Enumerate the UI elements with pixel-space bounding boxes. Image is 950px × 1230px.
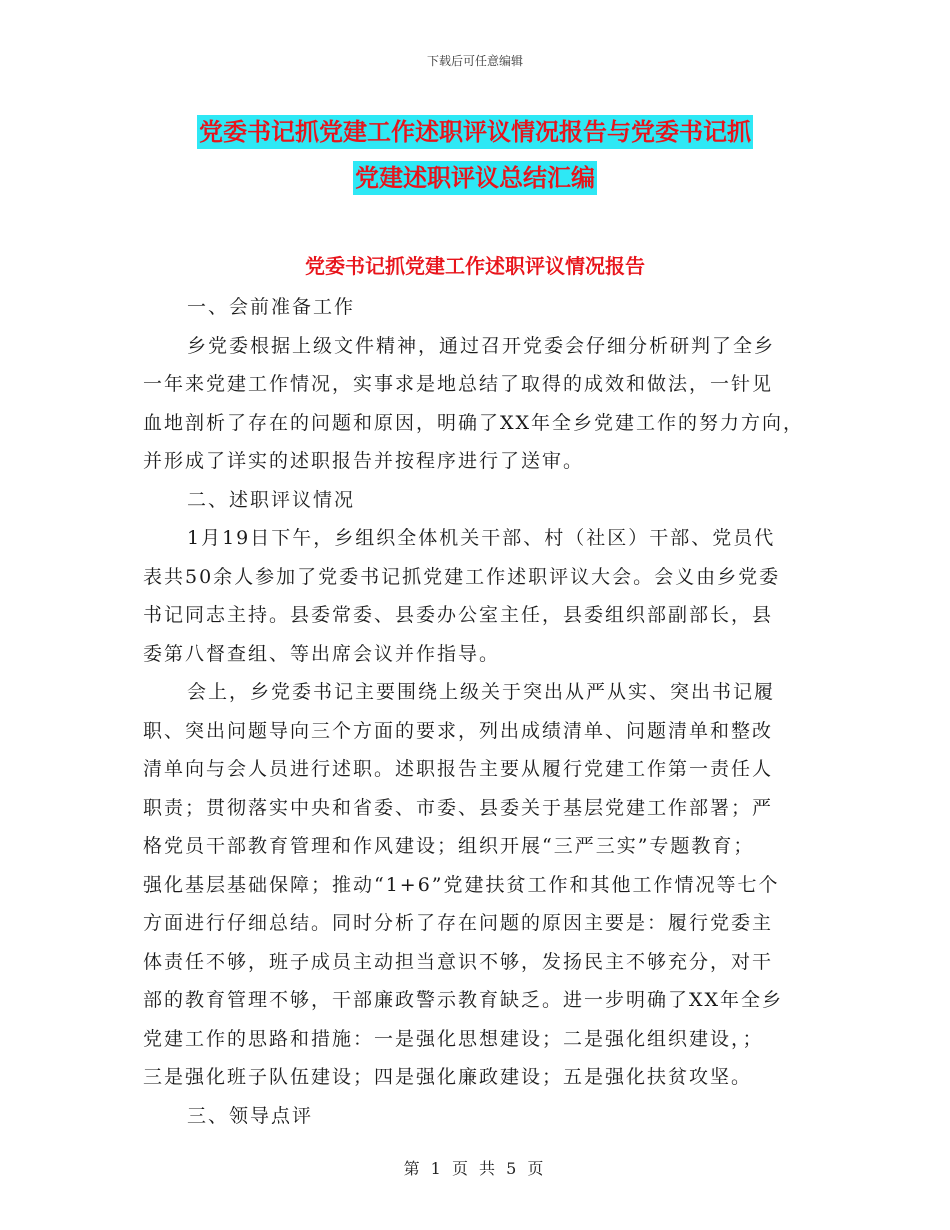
- heading-3: 三、领导点评: [187, 1104, 314, 1127]
- page-number: 第 1 页 共 5 页: [403, 1159, 547, 1178]
- paragraph-line: 三是强化班子队伍建设；四是强化廉政建设；五是强化扶贫攻坚。: [143, 1066, 753, 1088]
- title-highlight-1: 党委书记抓党建工作述职评议情况报告与党委书记抓: [197, 115, 753, 149]
- paragraph-line: 职、突出问题导向三个方面的要求，列出成绩清单、问题清单和整改: [143, 719, 774, 742]
- paragraph-line: 部的教育管理不够，干部廉政警示教育缺乏。进一步明确了XX年全乡: [143, 989, 784, 1011]
- paragraph-line: 强化基层基础保障；推动“1+6”党建扶贫工作和其他工作情况等七个: [143, 873, 780, 896]
- document-title-line-1: [0, 112, 950, 147]
- paragraph-line: 并形成了详实的述职报告并按程序进行了送审。: [143, 450, 585, 472]
- document-body: [143, 288, 813, 1135]
- paragraph-line: 乡党委根据上级文件精神，通过召开党委会仔细分析研判了全乡: [187, 334, 776, 357]
- paragraph-line: 方面进行仔细总结。同时分析了存在问题的原因主要是：履行党委主: [143, 912, 774, 934]
- paragraph-line: 血地剖析了存在的问题和原因，明确了XX年全乡党建工作的努力方向，: [143, 411, 805, 434]
- paragraph-line: 书记同志主持。县委常委、县委办公室主任，县委组织部副部长，县: [143, 604, 774, 626]
- paragraph-line: 1月19日下午，乡组织全体机关干部、村（社区）干部、党员代: [187, 527, 776, 549]
- document-title-line-2: [0, 158, 950, 193]
- title-highlight-2: 党建述职评议总结汇编: [353, 161, 597, 195]
- paragraph-line: 清单向与会人员进行述职。述职报告主要从履行党建工作第一责任人: [143, 758, 774, 780]
- section-title: 党委书记抓党建工作述职评议情况报告: [305, 254, 645, 278]
- heading-2: 二、述职评议情况: [187, 488, 356, 511]
- paragraph-line: 格党员干部教育管理和作风建设；组织开展“三严三实”专题教育；: [143, 835, 755, 857]
- paragraph-line: 委第八督查组、等出席会议并作指导。: [143, 642, 501, 665]
- paragraph-line: 会上，乡党委书记主要围绕上级关于突出从严从实、突出书记履: [187, 681, 776, 703]
- paragraph-line: 一年来党建工作情况，实事求是地总结了取得的成效和做法，一针见: [143, 373, 774, 395]
- heading-1: 一、会前准备工作: [187, 296, 356, 318]
- paragraph-line: 党建工作的思路和措施：一是强化思想建设；二是强化组织建设，；: [143, 1027, 764, 1050]
- paragraph-line: 体责任不够，班子成员主动担当意识不够，发扬民主不够充分，对干: [143, 950, 774, 973]
- header-note: 下载后可任意编辑: [426, 54, 523, 68]
- paragraph-line: 职责；贯彻落实中央和省委、市委、县委关于基层党建工作部署；严: [143, 796, 774, 819]
- paragraph-line: 表共50余人参加了党委书记抓党建工作述职评议大会。会义由乡党委: [143, 565, 781, 588]
